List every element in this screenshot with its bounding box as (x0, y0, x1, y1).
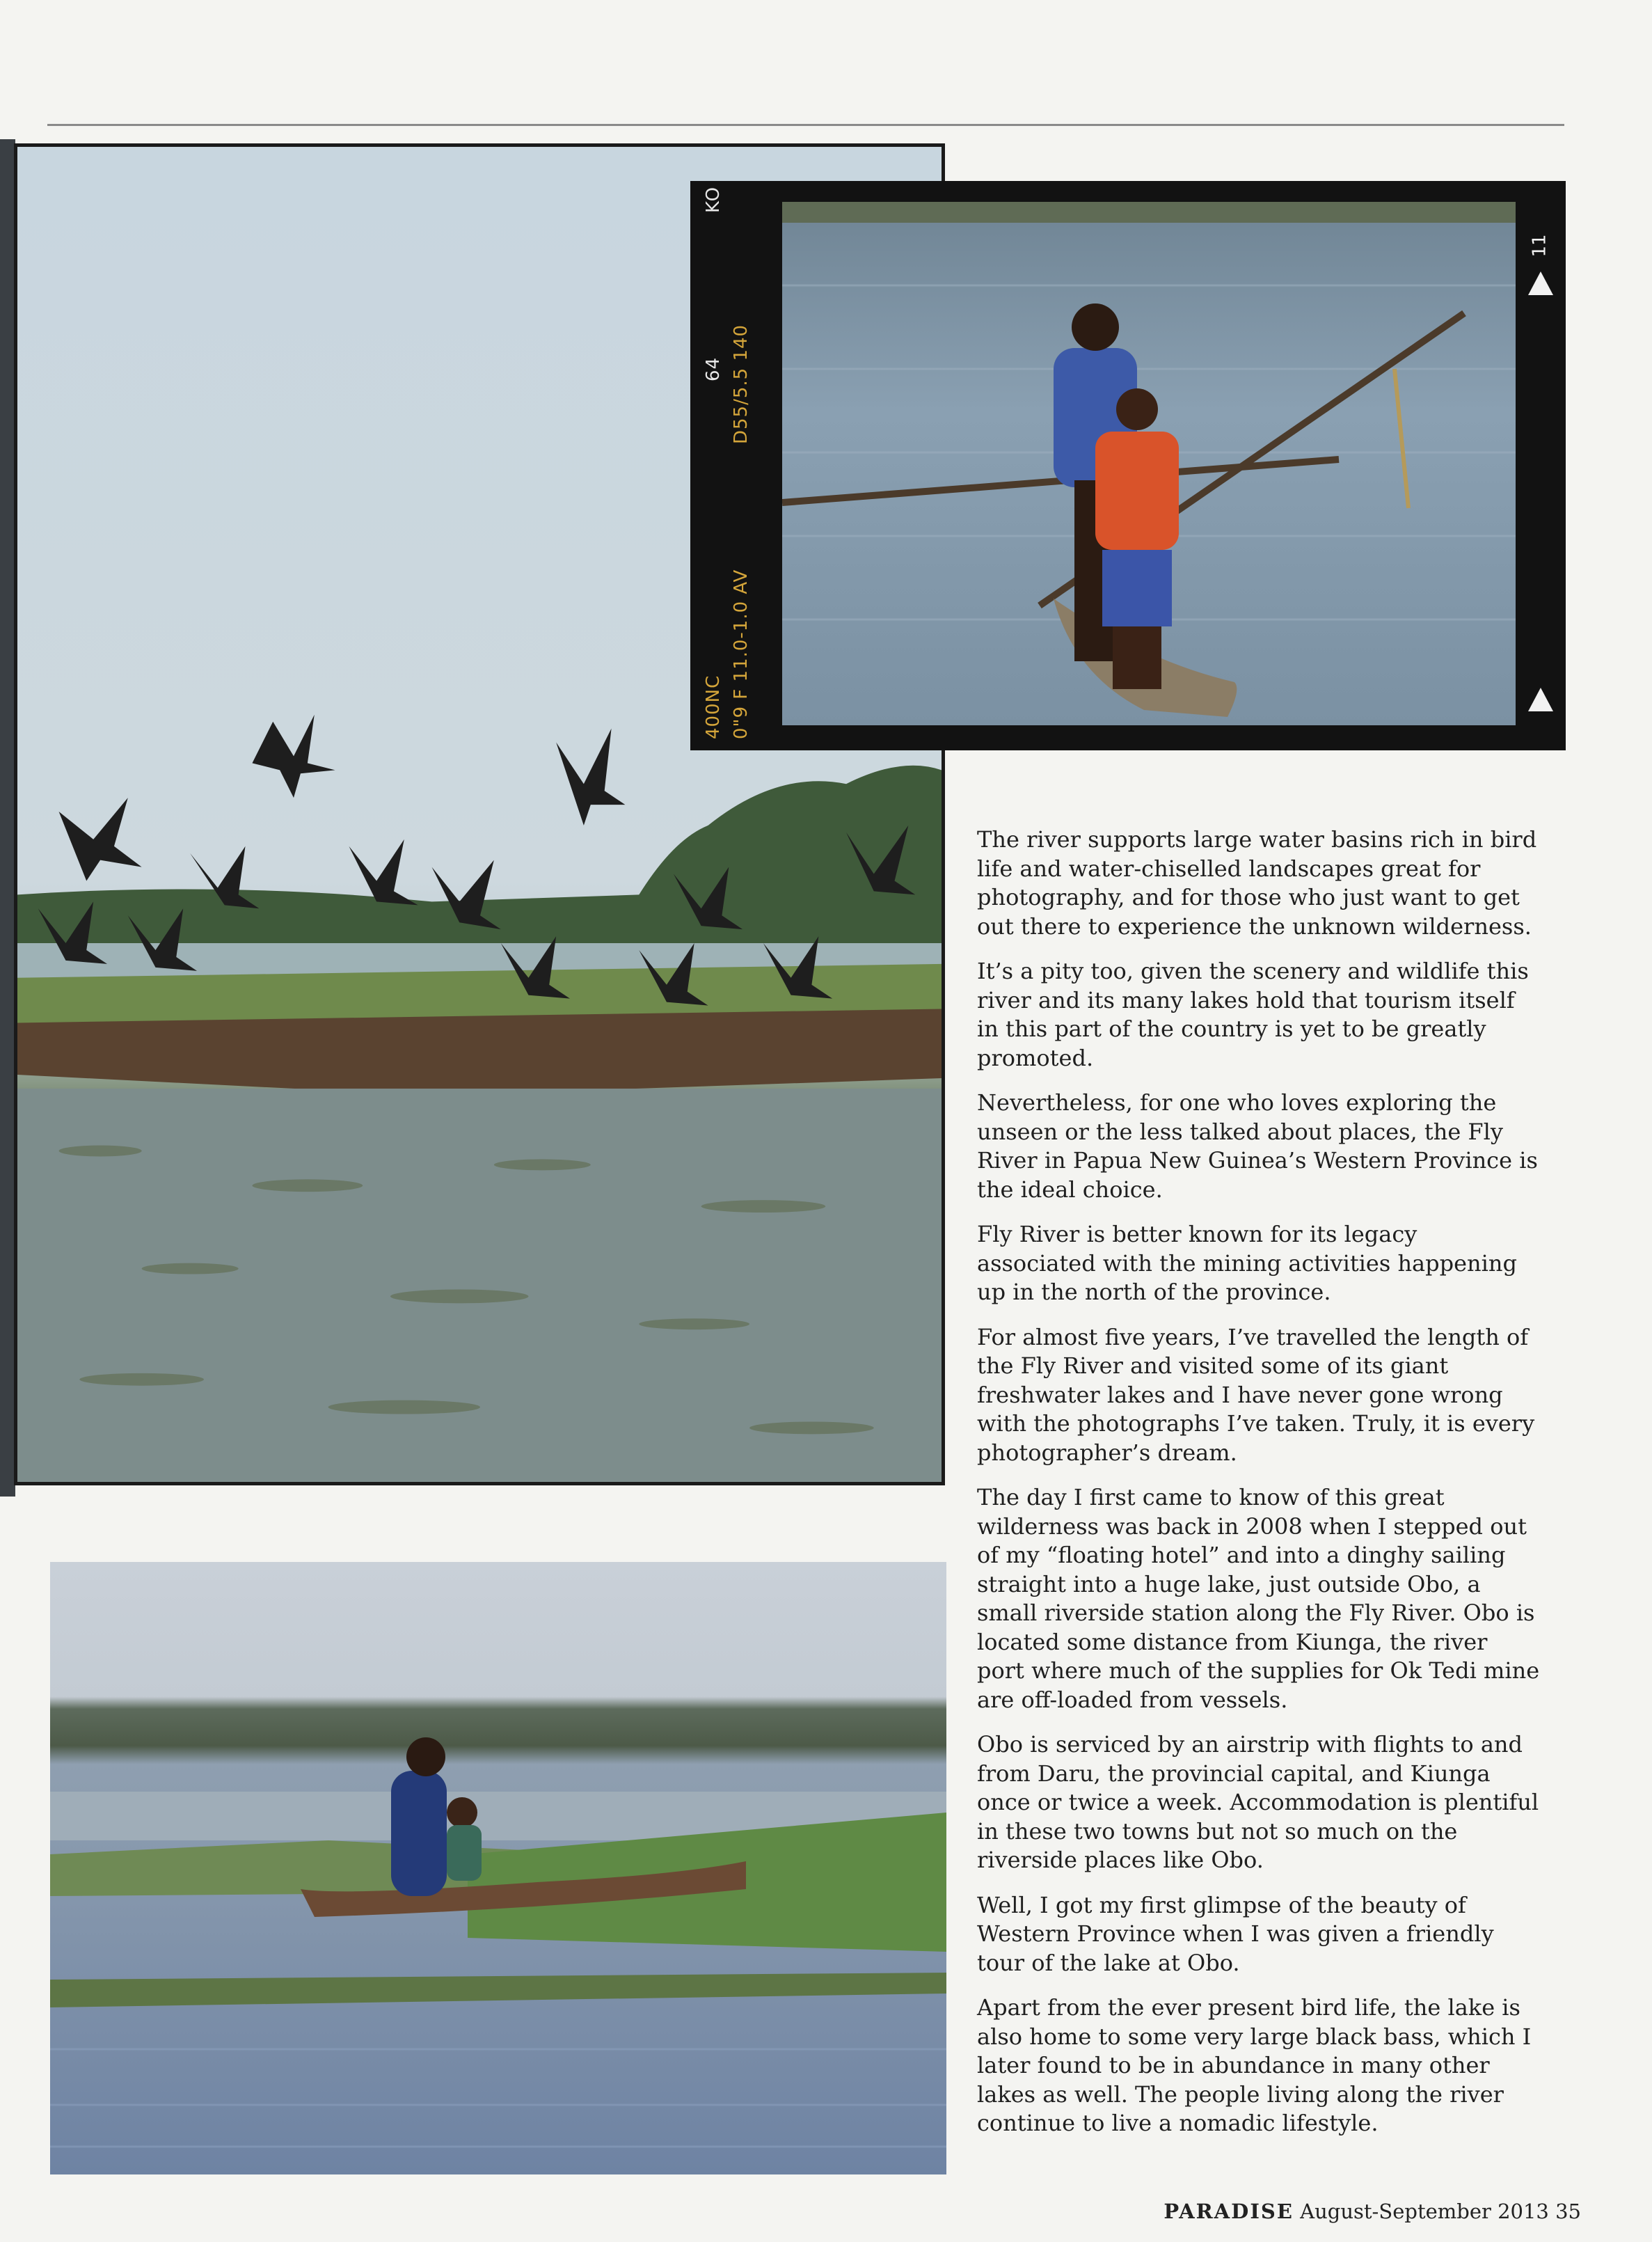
film-lens-label: D55/5.5 140 (731, 324, 752, 444)
woman-child-canoe-illustration (50, 1562, 946, 2174)
frame-marker-triangle-icon (1528, 688, 1553, 711)
magazine-name: PARADISE (1163, 2200, 1294, 2223)
article-body (977, 826, 1541, 2154)
film-frame-number: 11 (1529, 234, 1550, 258)
article-paragraph: The river supports large water basins rich in bird life and water-chiselled landscapes great for photography, and for those who just want to get out there to experience the unknown wilderness. (977, 826, 1537, 940)
film-stock-label: 400NC (703, 674, 724, 739)
page-number: 35 (1555, 2200, 1581, 2223)
article-paragraph: The day I first came to know of this great wilderness was back in 2008 when I stepped out of my “floating hotel” and into a dinghy sailing straight into a huge lake, just outside Obo, a small riverside station along the Fly River. Obo is located some distance from Kiunga, the river port where much of the supplies for Ok Tedi mine are off-loaded from vessels. (977, 1484, 1540, 1713)
article-paragraph: Apart from the ever present bird life, the lake is also home to some very large black bass, which I later found to be in abundance in many other lakes as well. The people living along the river continue to live a nomadic lifestyle. (977, 1994, 1532, 2136)
men-in-canoe-illustration (782, 202, 1516, 725)
men-in-canoe-photo (782, 202, 1516, 725)
article-paragraph: Nevertheless, for one who loves exploring the unseen or the less talked about places, the Fly River in Papua New Guinea’s Western Province is the ideal choice. (977, 1089, 1538, 1203)
header-rule (47, 124, 1564, 126)
page-spine-edge (0, 139, 15, 1497)
film-brand-label: KO (703, 186, 724, 213)
article-paragraph: Obo is serviced by an airstrip with flights to and from Daru, the provincial capital, and Kiunga once or twice a week. Accommodation is plentiful in these two towns but not so much on the riverside places like Obo. (977, 1731, 1539, 1873)
woman-child-canoe-photo (50, 1562, 946, 2174)
frame-marker-triangle-icon (1528, 271, 1553, 295)
film-frame-count-label: 64 (703, 356, 724, 381)
article-paragraph: Well, I got my first glimpse of the beauty of Western Province when I was given a friendly tour of the lake at Obo. (977, 1891, 1494, 1976)
issue-date: August-September 2013 (1300, 2200, 1549, 2223)
article-paragraph: Fly River is better known for its legacy associated with the mining activities happening up in the north of the province. (977, 1221, 1517, 1305)
page-footer (1163, 2200, 1581, 2223)
article-paragraph: For almost five years, I’ve travelled the length of the Fly River and visited some of its giant freshwater lakes and I have never gone wrong with the photographs I’ve taken. Truly, it is every photographer’s dream. (977, 1323, 1535, 1466)
article-paragraph: It’s a pity too, given the scenery and wildlife this river and its many lakes hold that tourism itself in this part of the country is yet to be greatly promoted. (977, 958, 1529, 1071)
film-exposure-label: 0"9 F 11.0-1.0 AV (731, 569, 752, 739)
